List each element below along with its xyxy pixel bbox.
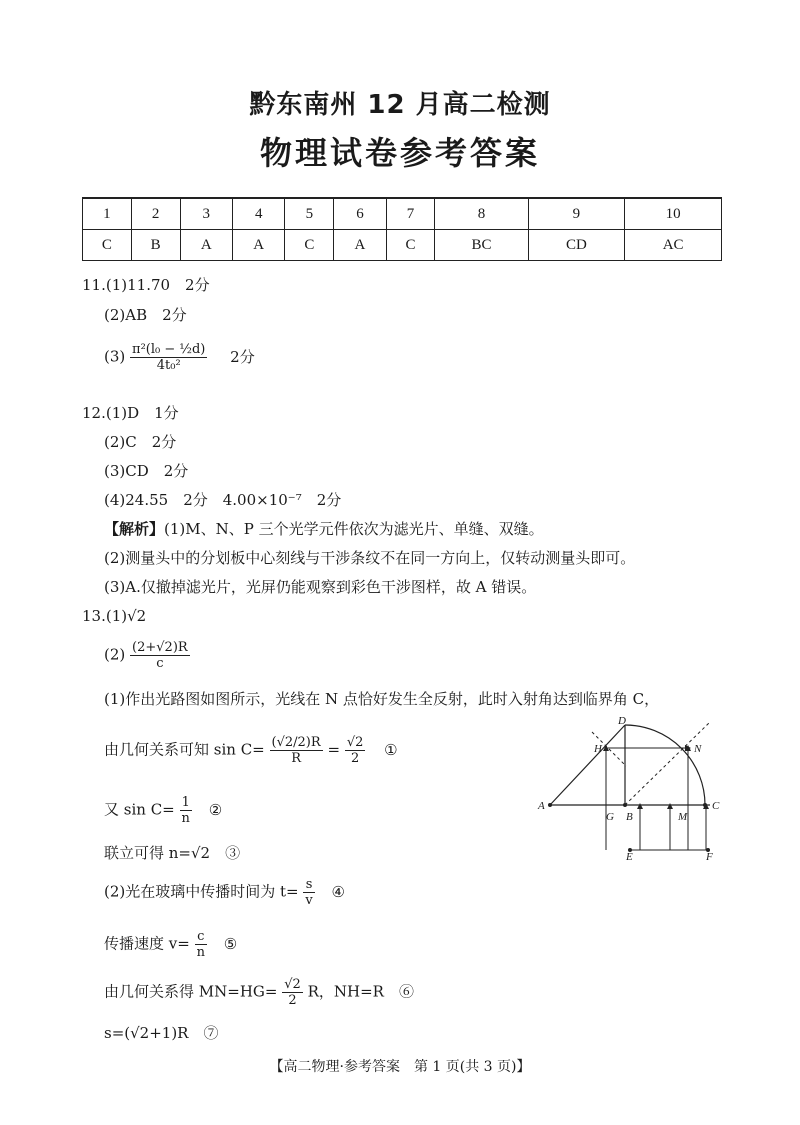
label-e: E — [626, 851, 633, 863]
q11-part3 — [104, 342, 255, 373]
solution-fraction — [303, 877, 314, 908]
q13-solution-6 — [104, 929, 237, 960]
label-h: H — [594, 743, 602, 755]
q13-solution-7 — [104, 977, 414, 1008]
equation-mark: ① — [384, 740, 398, 759]
q12-analysis-1 — [104, 518, 544, 539]
solution-fraction — [180, 795, 192, 826]
fraction-numerator: √2 — [284, 977, 301, 992]
q11-part3-fraction — [130, 342, 207, 373]
fraction-denominator: c — [156, 656, 164, 671]
q12-part4: (4)24.55 2分 4.00×10⁻⁷ 2分 — [104, 491, 342, 509]
equation-mark: ② — [208, 800, 223, 819]
q-number: 7 — [386, 198, 435, 230]
solution-fraction — [195, 929, 207, 960]
fraction-denominator: n — [181, 811, 190, 826]
title-line-1: 黔东南州 12 月高二检测 — [249, 90, 551, 120]
q-number: 9 — [528, 198, 625, 230]
q12-analysis-2: (2)测量头中的分划板中心刻线与干涉条纹不在同一方向上，仅转动测量头即可。 — [104, 549, 636, 567]
q-number: 8 — [435, 198, 528, 230]
fraction-numerator: √2 — [346, 735, 364, 750]
normal-line — [625, 722, 710, 805]
answer-table — [82, 197, 722, 261]
solution-text: R，NH=R ⑥ — [307, 982, 414, 1001]
q-number: 1 — [83, 198, 132, 230]
q13-solution-5 — [104, 877, 345, 908]
q13-part1 — [82, 607, 146, 625]
q12-analysis-3: (3)A.仅撤掉滤光片，光屏仍能观察到彩色干涉图样，故 A 错误。 — [104, 578, 537, 596]
q13-part2-label: (2) — [104, 645, 126, 664]
q-answer: BC — [435, 230, 528, 261]
q-answer: CD — [528, 230, 625, 261]
q-answer: C — [285, 230, 334, 261]
fraction-numerator: (2+√2)R — [132, 640, 188, 655]
label-n: N — [694, 743, 702, 755]
q12-part2: (2)C 2分 — [104, 433, 177, 451]
label-b: B — [626, 811, 633, 823]
solution-text: 由几何关系得 MN=HG= — [104, 982, 278, 1001]
solution-fraction — [282, 977, 303, 1008]
fraction-numerator: π²(l₀ − ½d) — [132, 342, 206, 357]
q11-part3-label: (3) — [104, 347, 126, 366]
solution-text: 传播速度 v= — [104, 934, 190, 953]
q-number: 4 — [233, 198, 285, 230]
q13-solution-1: (1)作出光路图如图所示，光线在 N 点恰好发生全反射，此时入射角达到临界角 C， — [104, 690, 660, 708]
title-line-2: 物理试卷参考答案 — [259, 134, 540, 172]
solution-fraction — [345, 735, 366, 766]
q13-part1-value: √2 — [127, 607, 147, 625]
q11-part3-score: 2分 — [230, 347, 255, 366]
label-f: F — [706, 851, 713, 863]
answer-table-answer-row — [83, 230, 722, 261]
fraction-numerator: (√2/2)R — [271, 735, 321, 750]
q-answer: B — [131, 230, 180, 261]
q13-part2-fraction — [130, 640, 190, 671]
prism-edge — [550, 725, 625, 805]
page-footer: 【高二物理·参考答案 第 1 页(共 3 页)】 — [269, 1059, 531, 1075]
q-answer: A — [334, 230, 386, 261]
label-m: M — [678, 811, 688, 823]
fraction-denominator: 2 — [350, 751, 360, 766]
q13-solution-4: 联立可得 n=√2 ③ — [104, 844, 241, 862]
q-answer: C — [83, 230, 132, 261]
analysis-text: (1)M、N、P 三个光学元件依次为滤光片、单缝、双缝。 — [164, 520, 544, 538]
fraction-numerator: s — [303, 877, 314, 893]
fraction-numerator: 1 — [180, 795, 192, 811]
point-a — [548, 803, 552, 807]
q13-solution-8: s=(√2+1)R ⑦ — [104, 1024, 219, 1042]
label-a: A — [538, 800, 545, 812]
q11-part2: (2)AB 2分 — [104, 306, 187, 324]
solution-text: (2)光在玻璃中传播时间为 t= — [104, 882, 299, 901]
q12-part1: 12.(1)D 1分 — [82, 404, 179, 422]
q13-part1-label: 13.(1) — [82, 607, 128, 625]
arc — [625, 725, 705, 805]
q-answer: AC — [625, 230, 722, 261]
answer-table-number-row — [83, 198, 722, 230]
analysis-tag: 【解析】 — [104, 520, 165, 538]
q11-part1: 11.(1)11.70 2分 — [82, 276, 210, 294]
equation-mark: ④ — [331, 882, 345, 901]
q12-part3: (3)CD 2分 — [104, 462, 189, 480]
label-d: D — [618, 715, 626, 727]
q13-solution-2 — [104, 735, 398, 766]
solution-text: 由几何关系可知 sin C= — [104, 740, 265, 759]
point-b — [623, 803, 627, 807]
point-c — [703, 803, 707, 807]
solution-text: 又 sin C= — [104, 800, 175, 819]
fraction-denominator: n — [196, 945, 205, 960]
q-number: 10 — [625, 198, 722, 230]
equation-mark: ⑤ — [223, 934, 238, 953]
q-number: 5 — [285, 198, 334, 230]
label-c: C — [712, 800, 720, 812]
q-answer: A — [233, 230, 285, 261]
solution-fraction — [270, 735, 323, 766]
q13-solution-3 — [104, 795, 222, 826]
optics-diagram — [530, 710, 730, 865]
equals-sign: = — [327, 740, 341, 759]
fraction-denominator: 2 — [288, 993, 297, 1008]
q-number: 2 — [131, 198, 180, 230]
label-g: G — [606, 811, 614, 823]
q-answer: A — [180, 230, 232, 261]
fraction-numerator: c — [195, 929, 207, 945]
fraction-denominator: v — [305, 893, 313, 908]
q-answer: C — [386, 230, 435, 261]
fraction-denominator: R — [291, 751, 301, 766]
q-number: 3 — [180, 198, 232, 230]
q13-part2 — [104, 640, 190, 671]
fraction-denominator: 4t₀² — [156, 358, 181, 373]
q-number: 6 — [334, 198, 386, 230]
